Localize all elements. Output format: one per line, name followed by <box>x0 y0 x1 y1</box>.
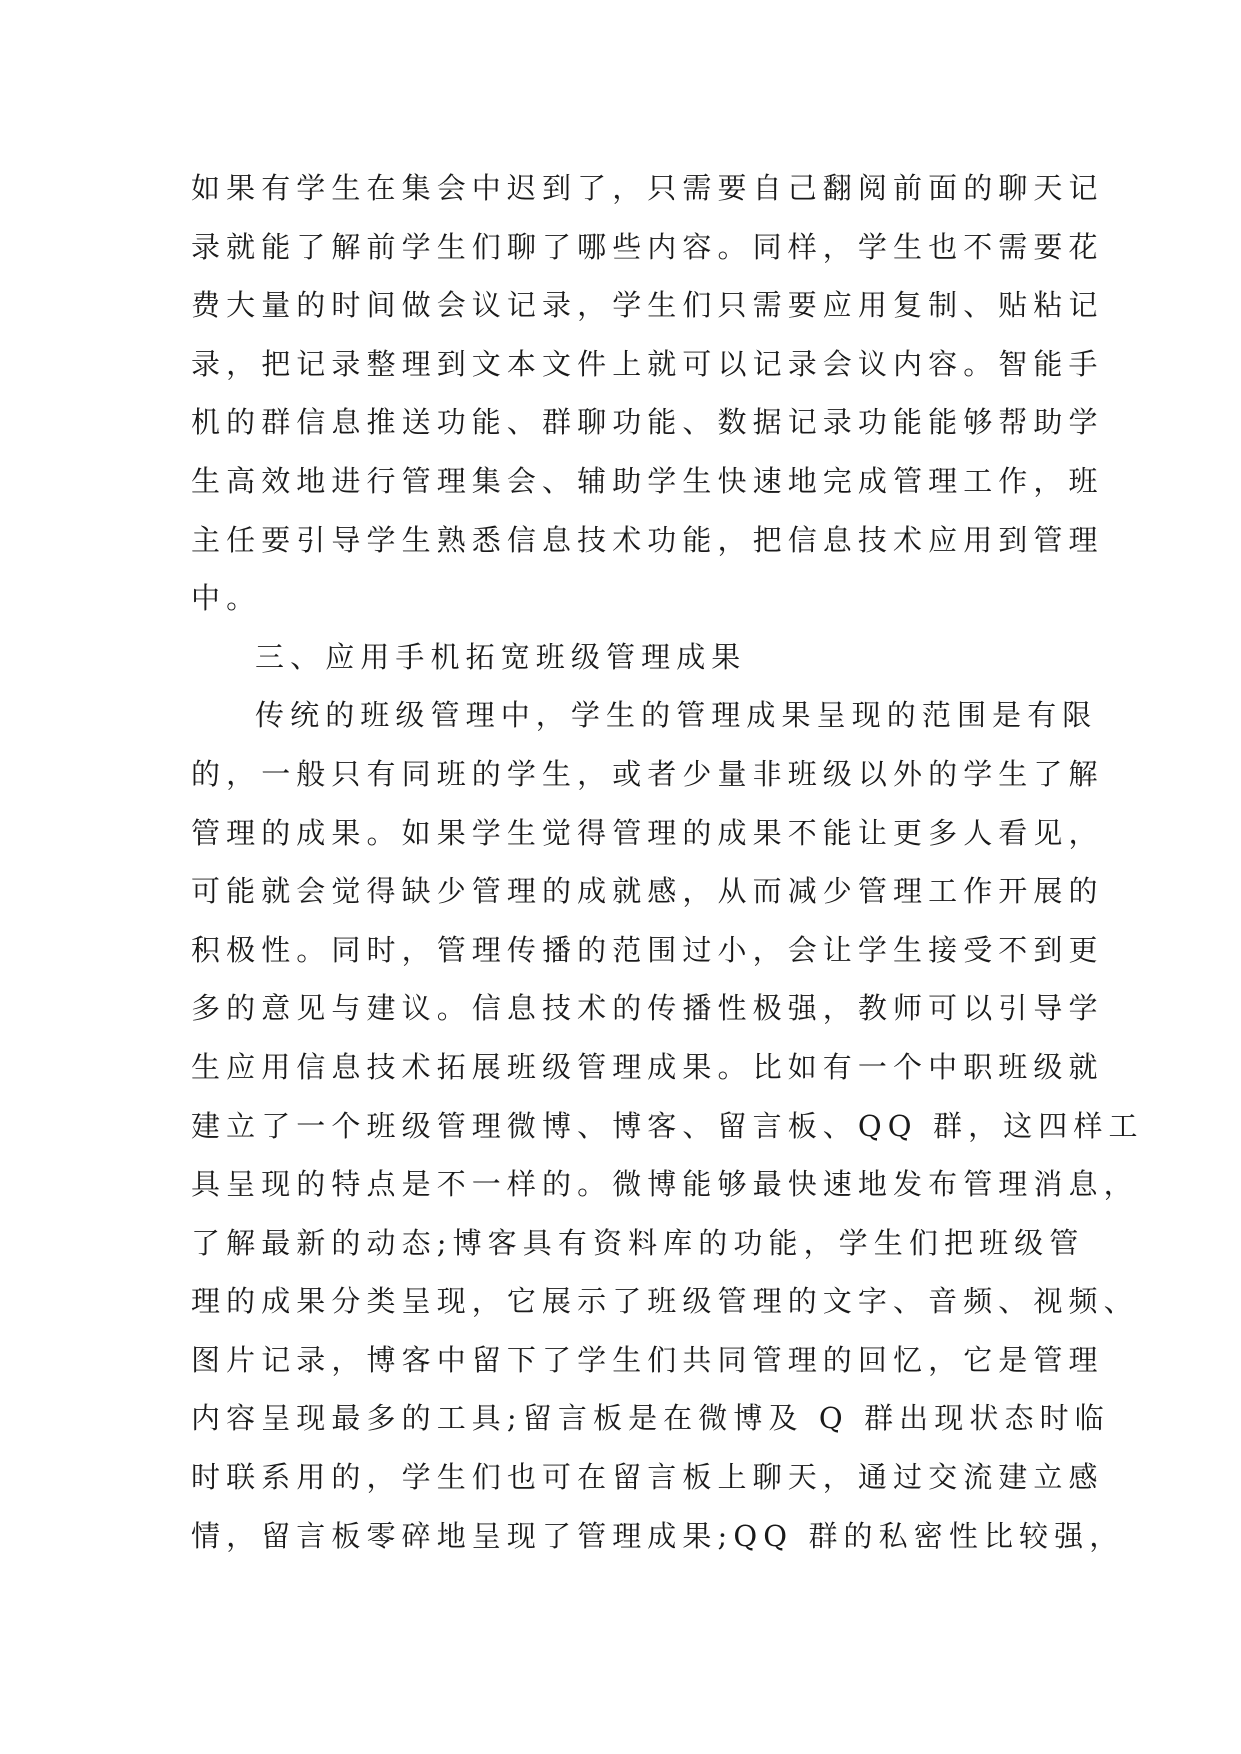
text-line: 理的成果分类呈现，它展示了班级管理的文字、音频、视频、 <box>191 1284 1139 1319</box>
text-line: 积极性。同时，管理传播的范围过小，会让学生接受不到更 <box>191 932 1104 967</box>
text-line: 中。 <box>191 581 262 616</box>
text-line: 如果有学生在集会中迟到了，只需要自己翻阅前面的聊天记 <box>191 171 1104 205</box>
text-line: 内容呈现最多的工具;留言板是在微博及 Q 群出现状态时临 <box>191 1401 1110 1436</box>
text-line: 情，留言板零碎地呈现了管理成果;QQ 群的私密性比较强， <box>191 1518 1125 1553</box>
text-line: 了解最新的动态;博客具有资料库的功能，学生们把班级管 <box>191 1225 1085 1260</box>
section-heading: 三、应用手机拓宽班级管理成果 <box>255 639 747 674</box>
body-text <box>191 159 1144 1565</box>
text-line: 生高效地进行管理集会、辅助学生快速地完成管理工作，班 <box>191 463 1104 498</box>
text-line: 可能就会觉得缺少管理的成就感，从而减少管理工作开展的 <box>191 874 1104 909</box>
paragraph-first-line: 传统的班级管理中，学生的管理成果呈现的范围是有限 <box>255 698 1098 733</box>
text-line: 录就能了解前学生们聊了哪些内容。同样，学生也不需要花 <box>191 229 1104 264</box>
text-line: 建立了一个班级管理微博、博客、留言板、QQ 群，这四样工 <box>191 1108 1144 1143</box>
text-line: 具呈现的特点是不一样的。微博能够最快速地发布管理消息， <box>191 1167 1139 1202</box>
text-line: 的，一般只有同班的学生，或者少量非班级以外的学生了解 <box>191 756 1104 791</box>
text-line: 管理的成果。如果学生觉得管理的成果不能让更多人看见， <box>191 815 1104 850</box>
text-line: 费大量的时间做会议记录，学生们只需要应用复制、贴粘记 <box>191 288 1104 323</box>
text-line: 录，把记录整理到文本文件上就可以记录会议内容。智能手 <box>191 346 1104 381</box>
text-line: 图片记录，博客中留下了学生们共同管理的回忆，它是管理 <box>191 1342 1104 1377</box>
text-line: 机的群信息推送功能、群聊功能、数据记录功能能够帮助学 <box>191 405 1104 440</box>
text-line: 多的意见与建议。信息技术的传播性极强，教师可以引导学 <box>191 991 1104 1026</box>
text-line: 生应用信息技术拓展班级管理成果。比如有一个中职班级就 <box>191 1049 1104 1084</box>
text-line: 时联系用的，学生们也可在留言板上聊天，通过交流建立感 <box>191 1460 1104 1495</box>
text-line: 主任要引导学生熟悉信息技术功能，把信息技术应用到管理 <box>191 522 1104 557</box>
